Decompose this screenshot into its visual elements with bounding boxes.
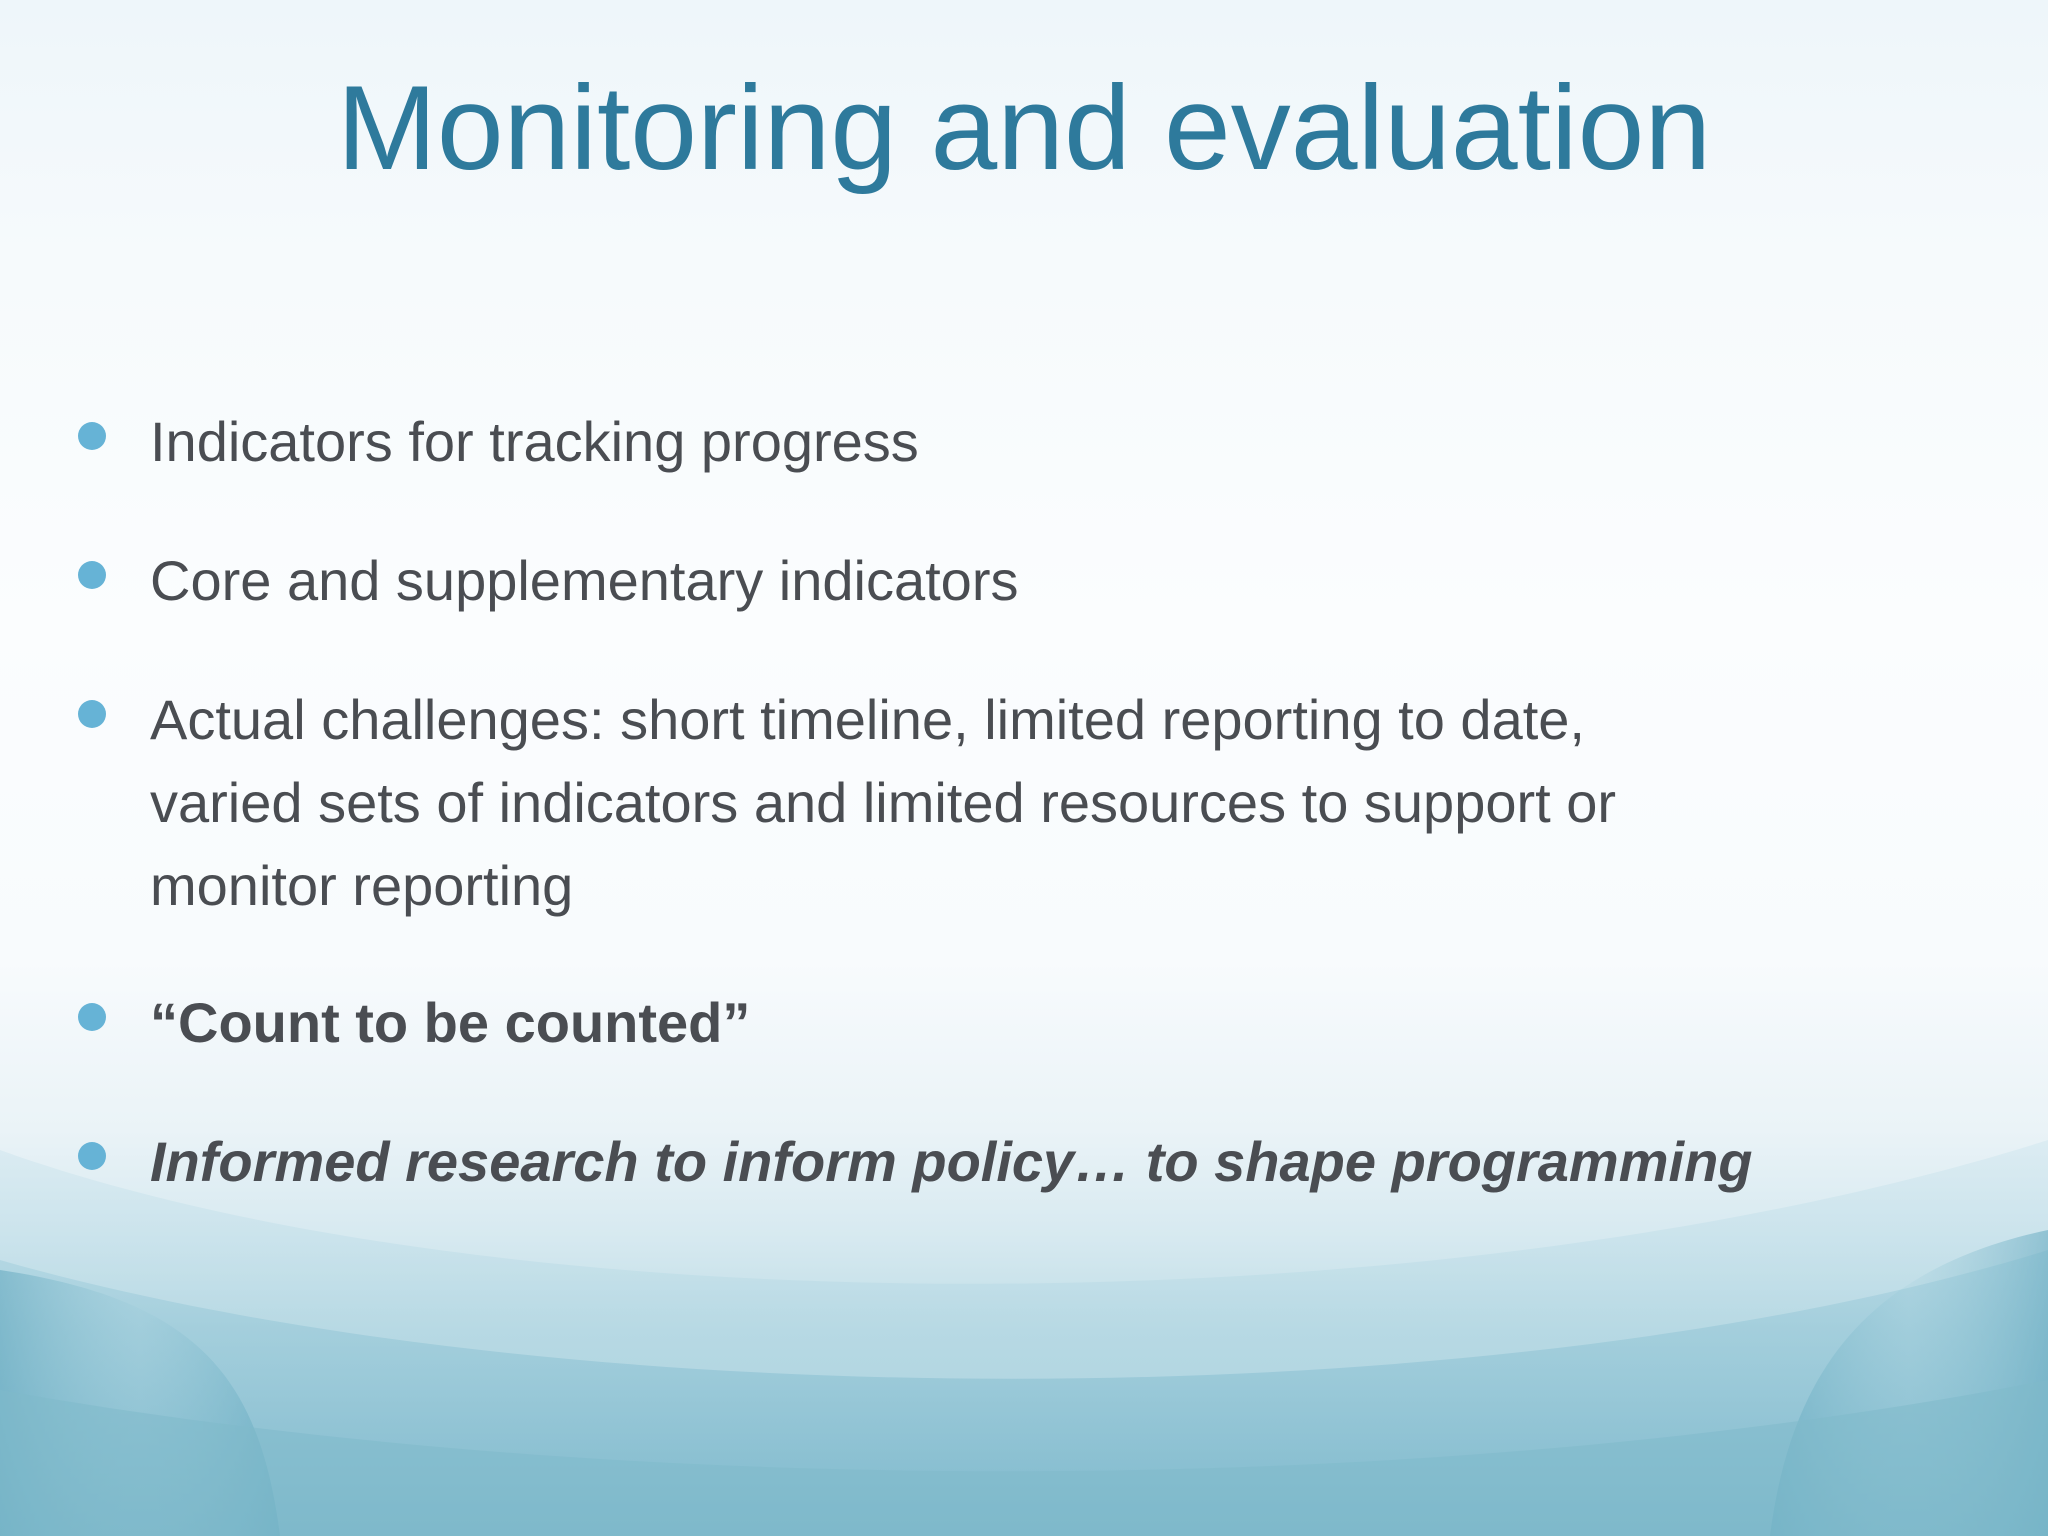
bullet-text: [150, 539, 1980, 622]
bullet-dot-icon: [78, 1003, 106, 1031]
slide-title: Monitoring and evaluation: [336, 61, 1712, 195]
bullet-text: [150, 400, 1980, 483]
bullet-dot-icon: [78, 422, 106, 450]
bullet-dot-icon: [78, 1142, 106, 1170]
bullet-line: monitor reporting: [150, 854, 574, 917]
bullet-line: varied sets of indicators and limited resources to support or: [150, 771, 1617, 834]
bullet-line: Actual challenges: short timeline, limited reporting to date,: [150, 688, 1585, 751]
bullet-dot-icon: [78, 561, 106, 589]
bullet-line: “Count to be counted”: [150, 991, 751, 1054]
bullet-line: Core and supplementary indicators: [150, 549, 1019, 612]
bullet-line: Indicators for tracking progress: [150, 410, 919, 473]
bullet-text: [150, 981, 1980, 1064]
bullet-text: [150, 1120, 1980, 1203]
bullet-line: Informed research to inform policy… to shape programming: [150, 1130, 1753, 1193]
bullet-text: [150, 678, 1980, 927]
bullet-dot-icon: [78, 700, 106, 728]
